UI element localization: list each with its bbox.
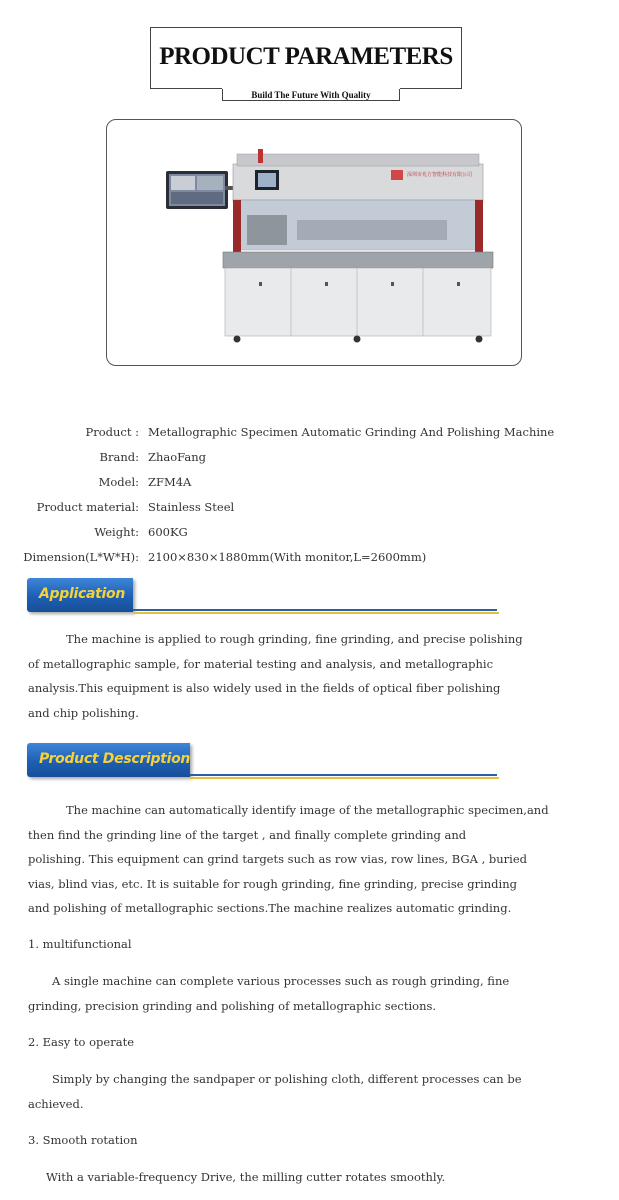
- section-tab: [27, 743, 190, 777]
- text-line: The machine is applied to rough grinding, fine grinding, and precise polishing: [66, 632, 523, 646]
- text-line: 2. Easy to operate: [28, 1035, 135, 1049]
- parameter-row: [0, 525, 619, 549]
- text-line: achieved.: [28, 1096, 84, 1111]
- text-line: Simply by changing the sandpaper or polishing cloth, different processes can be: [52, 1072, 522, 1086]
- text-line: of metallographic sample, for material testing and analysis, and metallographic: [28, 656, 494, 671]
- parameter-value: ZFM4A: [148, 475, 192, 489]
- machine-illustration: [107, 120, 522, 366]
- parameter-value: 600KG: [148, 525, 188, 539]
- parameter-value: 2100×830×1880mm(With monitor,L=2600mm): [148, 550, 427, 564]
- divider: [133, 609, 497, 611]
- feature-title: [28, 932, 553, 957]
- divider: [190, 777, 499, 779]
- feature-text: [28, 1165, 553, 1190]
- subtitle-tab: [222, 89, 400, 101]
- parameter-value: ZhaoFang: [148, 450, 206, 464]
- divider: [133, 612, 499, 614]
- description-text: [28, 798, 553, 921]
- text-line: then find the grinding line of the target , and finally complete grinding and: [28, 827, 467, 842]
- text-line: With a variable-frequency Drive, the milling cutter rotates smoothly.: [46, 1170, 446, 1184]
- text-line: and chip polishing.: [28, 705, 139, 720]
- feature-title: [28, 1128, 553, 1153]
- parameter-label: Product :: [85, 425, 139, 439]
- svg-text:深圳市兆方智能科技有限公司: 深圳市兆方智能科技有限公司: [407, 172, 473, 178]
- parameter-row: [0, 475, 619, 499]
- product-image: [106, 119, 522, 366]
- section-title: Application: [39, 586, 125, 602]
- text-line: analysis.This equipment is also widely used in the fields of optical fiber polishing: [28, 681, 501, 695]
- feature-text: [28, 969, 553, 1018]
- text-line: grinding, precision grinding and polishing of metallographic sections.: [28, 998, 437, 1013]
- feature-text: [28, 1067, 553, 1116]
- divider: [190, 774, 497, 776]
- application-text: [28, 627, 553, 725]
- section-tab: [27, 578, 133, 612]
- section-title: Product Description: [39, 751, 191, 767]
- header-banner: [150, 27, 462, 89]
- parameter-label: Product material:: [36, 500, 139, 514]
- page-subtitle: Build The Future With Quality: [251, 90, 371, 100]
- text-line: vias, blind vias, etc. It is suitable for rough grinding, fine grinding, precise grinding: [28, 876, 517, 891]
- application-section-header: [27, 578, 507, 618]
- parameter-label: Weight:: [94, 525, 139, 539]
- parameter-row: [0, 500, 619, 524]
- parameter-row: [0, 550, 619, 574]
- parameter-row: [0, 450, 619, 474]
- text-line: A single machine can complete various processes such as rough grinding, fine: [52, 974, 510, 988]
- parameter-row: [0, 425, 619, 449]
- page-title: PRODUCT PARAMETERS: [159, 43, 453, 70]
- description-section-header: [27, 743, 507, 783]
- text-line: 3. Smooth rotation: [28, 1133, 138, 1147]
- parameter-label: Brand:: [99, 450, 139, 464]
- parameter-value: Metallographic Specimen Automatic Grinding And Polishing Machine: [148, 425, 555, 439]
- text-line: 1. multifunctional: [28, 937, 132, 951]
- parameter-label: Model:: [98, 475, 139, 489]
- parameter-label: Dimension(L*W*H):: [23, 550, 139, 564]
- text-line: and polishing of metallographic sections.The machine realizes automatic grinding.: [28, 901, 512, 915]
- parameter-value: Stainless Steel: [148, 500, 235, 514]
- text-line: polishing. This equipment can grind targets such as row vias, row lines, BGA , buried: [28, 852, 527, 866]
- text-line: The machine can automatically identify image of the metallographic specimen,and: [66, 803, 549, 817]
- feature-title: [28, 1030, 553, 1055]
